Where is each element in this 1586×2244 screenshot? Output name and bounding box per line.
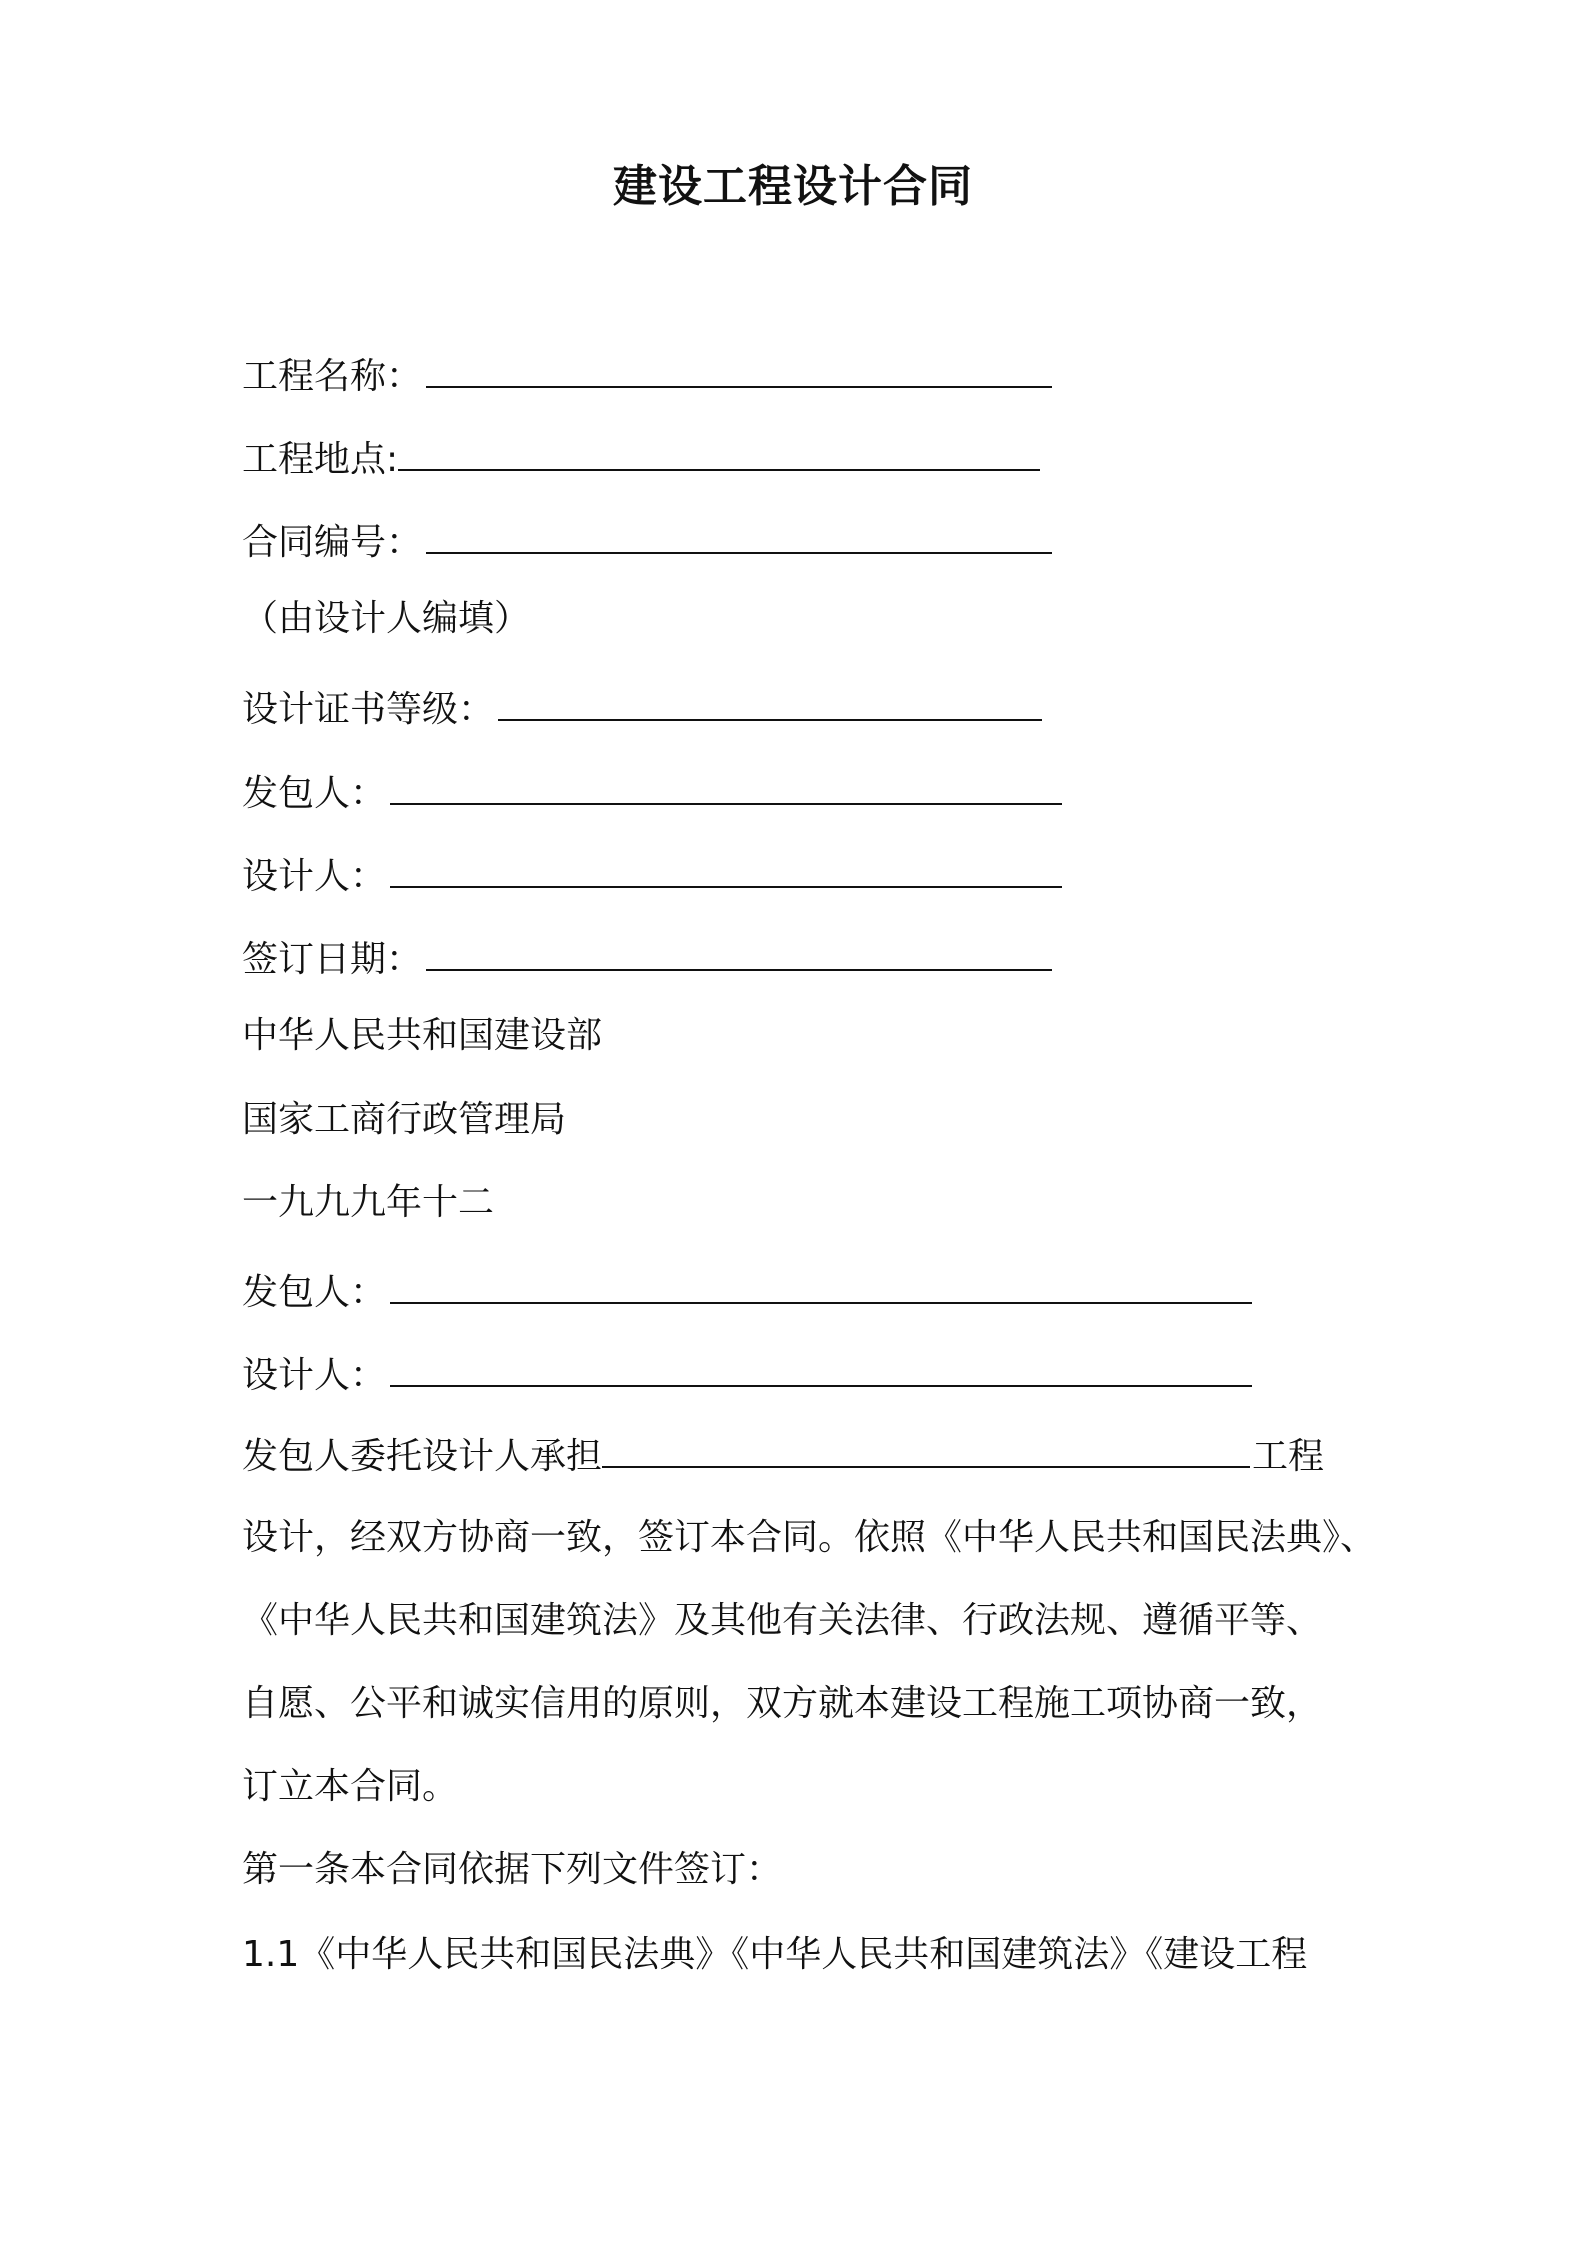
party-designer-row	[242, 1351, 1252, 1399]
project-name-row	[242, 352, 1052, 400]
body-line-5: 订立本合同。	[242, 1766, 459, 1807]
project-name-blank	[426, 352, 1052, 388]
contract-number-blank	[426, 518, 1052, 554]
party-client-label: 发包人：	[242, 1272, 387, 1313]
project-location-label: 工程地点:	[242, 439, 399, 480]
sign-date-blank	[426, 935, 1052, 971]
party-client-blank	[390, 1268, 1252, 1304]
document-title: 建设工程设计合同	[613, 161, 973, 212]
client-blank	[390, 769, 1062, 805]
entrust-suffix: 工程	[1252, 1436, 1325, 1477]
cert-level-row	[242, 685, 1042, 733]
client-row	[242, 769, 1062, 817]
body-line-3: 《中华人民共和国建筑法》及其他有关法律、行政法规、遵循平等、	[242, 1600, 1323, 1641]
sign-date-row	[242, 935, 1052, 983]
client-label: 发包人：	[242, 773, 387, 814]
entrust-row	[242, 1432, 1324, 1480]
designer-row	[242, 852, 1062, 900]
entrust-prefix: 发包人委托设计人承担	[242, 1436, 603, 1477]
contract-number-row	[242, 518, 1052, 566]
party-designer-label: 设计人：	[242, 1355, 387, 1396]
article-1-heading: 第一条本合同依据下列文件签订：	[242, 1849, 783, 1890]
issuer-ministry: 中华人民共和国建设部	[242, 1015, 603, 1056]
contract-number-label: 合同编号：	[242, 522, 423, 563]
sign-date-label: 签订日期：	[242, 939, 423, 980]
designer-blank	[390, 852, 1062, 888]
entrust-blank	[602, 1432, 1250, 1468]
project-location-row	[242, 435, 1040, 483]
issuer-bureau: 国家工商行政管理局	[242, 1099, 567, 1140]
cert-level-label: 设计证书等级：	[242, 689, 495, 730]
designer-label: 设计人：	[242, 856, 387, 897]
body-line-4: 自愿、公平和诚实信用的原则，双方就本建设工程施工项协商一致，	[242, 1683, 1323, 1724]
project-location-blank	[398, 435, 1040, 471]
project-name-label: 工程名称：	[242, 356, 423, 397]
contract-number-note: （由设计人编填）	[242, 598, 531, 639]
body-line-2: 设计，经双方协商一致，签订本合同。依照《中华人民共和国民法典》、	[242, 1517, 1377, 1558]
article-1-item-1-1: 1.1《中华人民共和国民法典》《中华人民共和国建筑法》《建设工程	[242, 1934, 1308, 1975]
party-designer-blank	[390, 1351, 1252, 1387]
issuer-date: 一九九九年十二	[242, 1182, 495, 1223]
cert-level-blank	[498, 685, 1042, 721]
party-client-row	[242, 1268, 1252, 1316]
